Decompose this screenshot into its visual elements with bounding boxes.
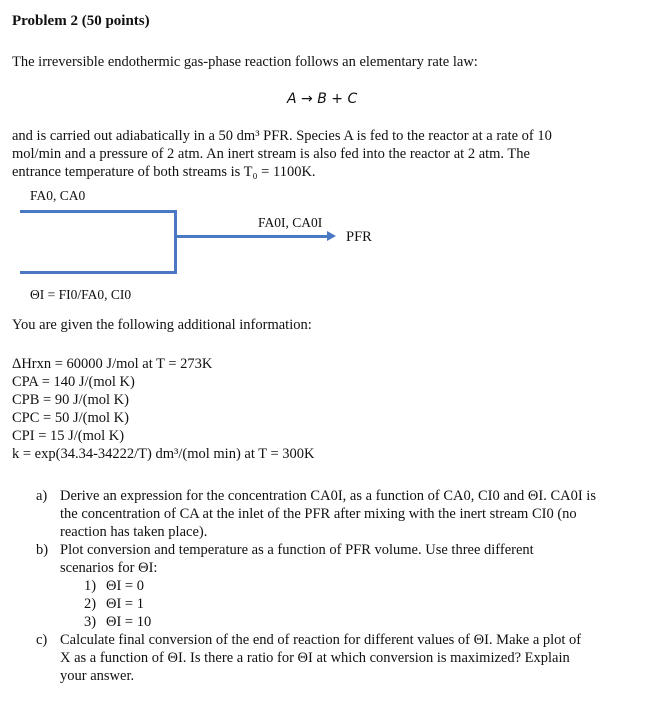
scenario-text: ΘI = 1 bbox=[106, 596, 144, 612]
inert-stream-line bbox=[20, 271, 177, 274]
intro-text: The irreversible endothermic gas-phase reaction follows an elementary rate law: bbox=[12, 54, 478, 70]
given-item: CPB = 90 J/(mol K) bbox=[12, 392, 129, 408]
scenario-number: 1) bbox=[84, 578, 97, 594]
question-a-line: the concentration of CA at the inlet of the PFR after mixing with the inert stream CI0 (no bbox=[60, 506, 577, 522]
pfr-label: PFR bbox=[346, 229, 372, 245]
question-c-line: your answer. bbox=[60, 668, 135, 684]
given-item: CPA = 140 J/(mol K) bbox=[12, 374, 135, 390]
question-a-marker: a) bbox=[36, 488, 48, 504]
feed-label: FA0, CA0 bbox=[30, 188, 86, 203]
feed-stream-line bbox=[20, 210, 177, 213]
description-line-1: and is carried out adiabatically in a 50 dm³ PFR. Species A is fed to the reactor at a rate of 10 bbox=[12, 128, 552, 144]
question-b-line: scenarios for ΘI: bbox=[60, 560, 158, 576]
mixed-stream-label: FA0I, CA0I bbox=[258, 215, 323, 230]
pfr-inlet-line bbox=[177, 235, 327, 238]
given-item: CPI = 15 J/(mol K) bbox=[12, 428, 125, 444]
flow-arrow-icon bbox=[327, 231, 336, 241]
scenario-text: ΘI = 10 bbox=[106, 614, 152, 630]
question-a-line: reaction has taken place). bbox=[60, 524, 208, 540]
question-a-line: Derive an expression for the concentration CA0I, as a function of CA0, CI0 and ΘI. CA0I is bbox=[60, 488, 596, 504]
inert-stream-label: ΘI = FI0/FA0, CI0 bbox=[30, 287, 132, 302]
given-item: CPC = 50 J/(mol K) bbox=[12, 410, 129, 426]
scenario-number: 3) bbox=[84, 614, 97, 630]
question-c-marker: c) bbox=[36, 632, 48, 648]
given-intro: You are given the following additional information: bbox=[12, 317, 312, 333]
given-item: k = exp(34.34-34222/T) dm³/(mol min) at T = 300K bbox=[12, 446, 315, 462]
reaction-equation: A → B + C bbox=[287, 91, 358, 107]
description-line-3: entrance temperature of both streams is T₀ = 1100K. bbox=[12, 164, 316, 180]
given-item: ΔHrxn = 60000 J/mol at T = 273K bbox=[12, 356, 213, 372]
mixer-line bbox=[174, 210, 177, 274]
scenario-text: ΘI = 0 bbox=[106, 578, 144, 594]
description-line-2: mol/min and a pressure of 2 atm. An inert stream is also fed into the reactor at 2 atm. The bbox=[12, 146, 530, 162]
question-c-line: Calculate final conversion of the end of reaction for different values of ΘI. Make a plot of bbox=[60, 632, 582, 648]
problem-title: Problem 2 (50 points) bbox=[12, 13, 150, 29]
question-b-marker: b) bbox=[36, 542, 49, 558]
scenario-number: 2) bbox=[84, 596, 97, 612]
question-b-line: Plot conversion and temperature as a function of PFR volume. Use three different bbox=[60, 542, 534, 558]
question-c-line: X as a function of ΘI. Is there a ratio for ΘI at which conversion is maximized? Explain bbox=[60, 650, 570, 666]
